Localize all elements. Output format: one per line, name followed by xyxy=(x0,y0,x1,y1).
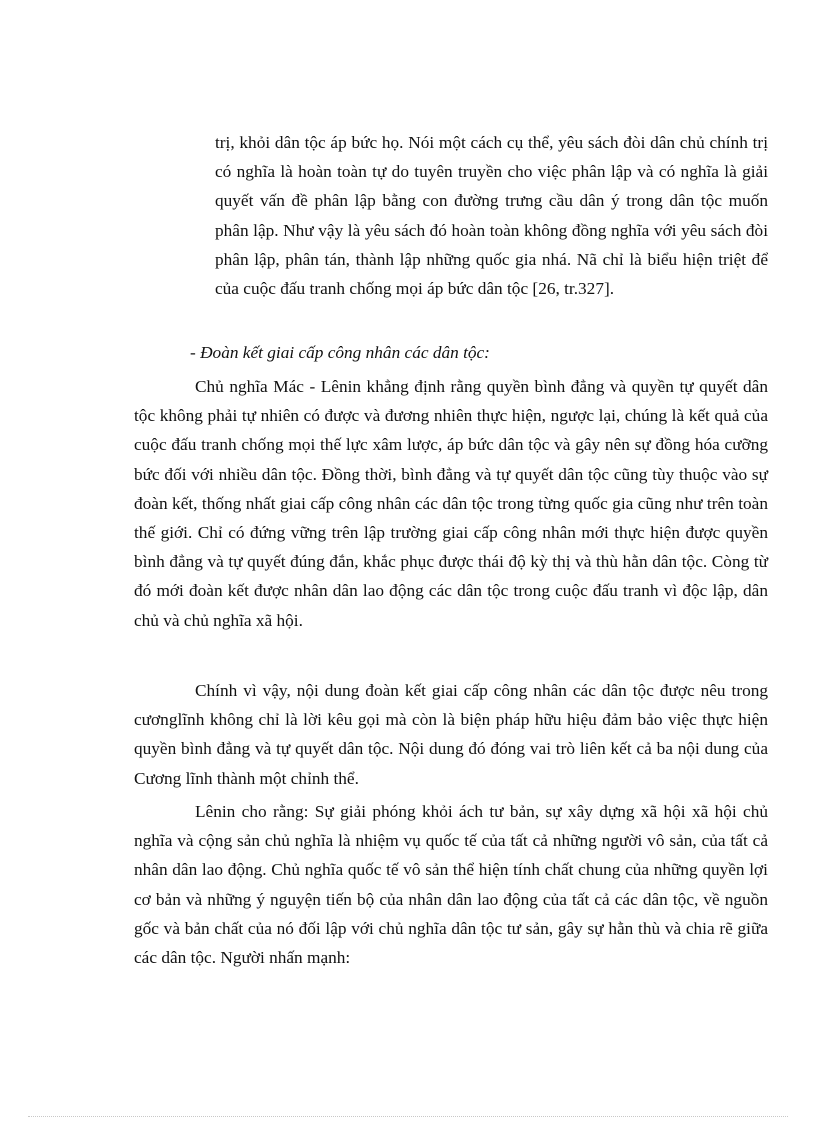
paragraph-2: Chính vì vậy, nội dung đoàn kết giai cấp công nhân các dân tộc được nêu trong cươnglĩnh không chỉ là lời kêu gọi mà còn là biện pháp hữu hiệu đảm bảo việc thực hiện quyền bình đẳng và tự quyết dân tộc. Nội dung đó đóng vai trò liên kết cả ba nội dung của Cương lĩnh thành một chỉnh thể. xyxy=(134,681,768,788)
paragraph-3: Lênin cho rằng: Sự giải phóng khỏi ách tư bản, sự xây dựng xã hội xã hội chủ nghĩa và cộng sản chủ nghĩa là nhiệm vụ quốc tế của tất cả những người vô sản, của tất cả nhân dân lao động. Chủ nghĩa quốc tế vô sản thể hiện tính chất chung của những quyền lợi cơ bản và những ý nguyện tiến bộ của nhân dân lao động của tất cả các dân tộc, về nguồn gốc và bản chất của nó đối lập với chủ nghĩa dân tộc tư sản, gây sự hằn thù và chia rẽ giữa các dân tộc. Người nhấn mạnh: xyxy=(134,802,768,968)
section-heading: - Đoàn kết giai cấp công nhân các dân tộc: xyxy=(190,343,490,362)
quotation-text: trị, khỏi dân tộc áp bức họ. Nói một cách cụ thể, yêu sách đòi dân chủ chính trị có nghĩa là hoàn toàn tự do tuyên truyền cho việc phân lập và có nghĩa là giải quyết vấn đề phân lập bằng con đường trưng cầu dân ý trong dân tộc muốn phân lập. Như vậy là yêu sách đó hoàn toàn không đồng nghĩa với yêu sách đòi phân lập, phân tán, thành lập những quốc gia nhá. Nã chỉ là biểu hiện triệt để của cuộc đấu tranh chống mọi áp bức dân tộc [26, tr.327]. xyxy=(215,133,768,299)
page-bottom-divider xyxy=(28,1116,788,1117)
paragraph-1: Chủ nghĩa Mác - Lênin khẳng định rằng quyền bình đẳng và quyền tự quyết dân tộc không phải tự nhiên có được và đương nhiên thực hiện, ngược lại, chúng là kết quả của cuộc đấu tranh chống mọi thế lực xâm lược, áp bức dân tộc và gây nên sự đồng hóa cưỡng bức đối với nhiều dân tộc. Đồng thời, bình đẳng và tự quyết dân tộc cũng tùy thuộc vào sự đoàn kết, thống nhất giai cấp công nhân các dân tộc trong từng quốc gia cũng như trên toàn thế giới. Chỉ có đứng vững trên lập trường giai cấp công nhân mới thực hiện được quyền bình đẳng và tự quyết đúng đắn, khắc phục được thái độ kỳ thị và thù hằn dân tộc. Còng từ đó mới đoàn kết được nhân dân lao động các dân tộc trong cuộc đấu tranh vì độc lập, dân chủ và chủ nghĩa xã hội. xyxy=(134,377,768,630)
quotation-block xyxy=(215,128,768,303)
